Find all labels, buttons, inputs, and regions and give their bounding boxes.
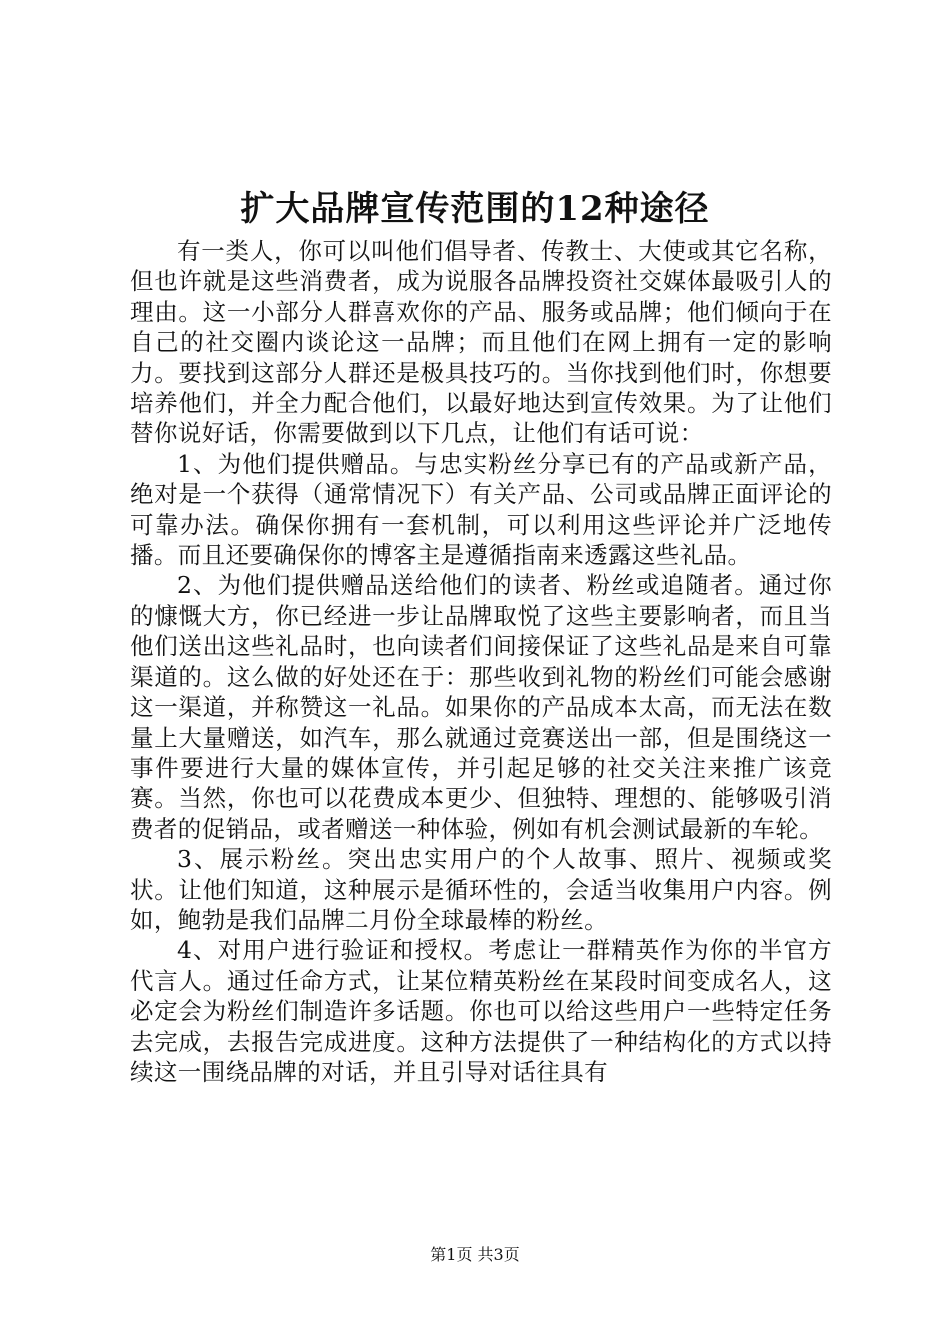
paragraph-item-4: 4、对用户进行验证和授权。考虑让一群精英作为你的半官方代言人。通过任命方式，让某位精英粉丝在某段时间变成名人，这必定会为粉丝们制造许多话题。你也可以给这些用户一些特定任务去完成，去报告完成进度。这种方法提供了一种结构化的方式以持续这一围绕品牌的对话，并且引导对话往具有 — [130, 936, 832, 1086]
paragraph-item-1: 1、为他们提供赠品。与忠实粉丝分享已有的产品或新产品，绝对是一个获得（通常情况下）有关产品、公司或品牌正面评论的可靠办法。确保你拥有一套机制，可以利用这些评论并广泛地传播。而且还要确保你的博客主是遵循指南来透露这些礼品。 — [130, 449, 832, 570]
paragraph-intro: 有一类人，你可以叫他们倡导者、传教士、大使或其它名称，但也许就是这些消费者，成为说服各品牌投资社交媒体最吸引人的理由。这一小部分人群喜欢你的产品、服务或品牌；他们倾向于在自己的社交圈内谈论这一品牌；而且他们在网上拥有一定的影响力。要找到这部分人群还是极具技巧的。当你找到他们时，你想要培养他们，并全力配合他们，以最好地达到宣传效果。为了让他们替你说好话，你需要做到以下几点，让他们有话可说： — [130, 237, 832, 448]
page-number-footer: 第1页 共3页 — [430, 1245, 520, 1264]
document-title: 扩大品牌宣传范围的12种途径 — [240, 189, 710, 229]
paragraph-item-3: 3、展示粉丝。突出忠实用户的个人故事、照片、视频或奖状。让他们知道，这种展示是循环性的，会适当收集用户内容。例如，鲍勃是我们品牌二月份全球最棒的粉丝。 — [130, 845, 832, 934]
document-body — [130, 236, 832, 1087]
paragraph-item-2: 2、为他们提供赠品送给他们的读者、粉丝或追随者。通过你的慷慨大方，你已经进一步让品牌取悦了这些主要影响者，而且当他们送出这些礼品时，也向读者们间接保证了这些礼品是来自可靠渠道的。这么做的好处还在于：那些收到礼物的粉丝们可能会感谢这一渠道，并称赞这一礼品。如果你的产品成本太高，而无法在数量上大量赠送，如汽车，那么就通过竞赛送出一部，但是围绕这一事件要进行大量的媒体宣传，并引起足够的社交关注来推广该竞赛。当然，你也可以花费成本更少、但独特、理想的、能够吸引消费者的促销品，或者赠送一种体验，例如有机会测试最新的车轮。 — [130, 571, 832, 843]
